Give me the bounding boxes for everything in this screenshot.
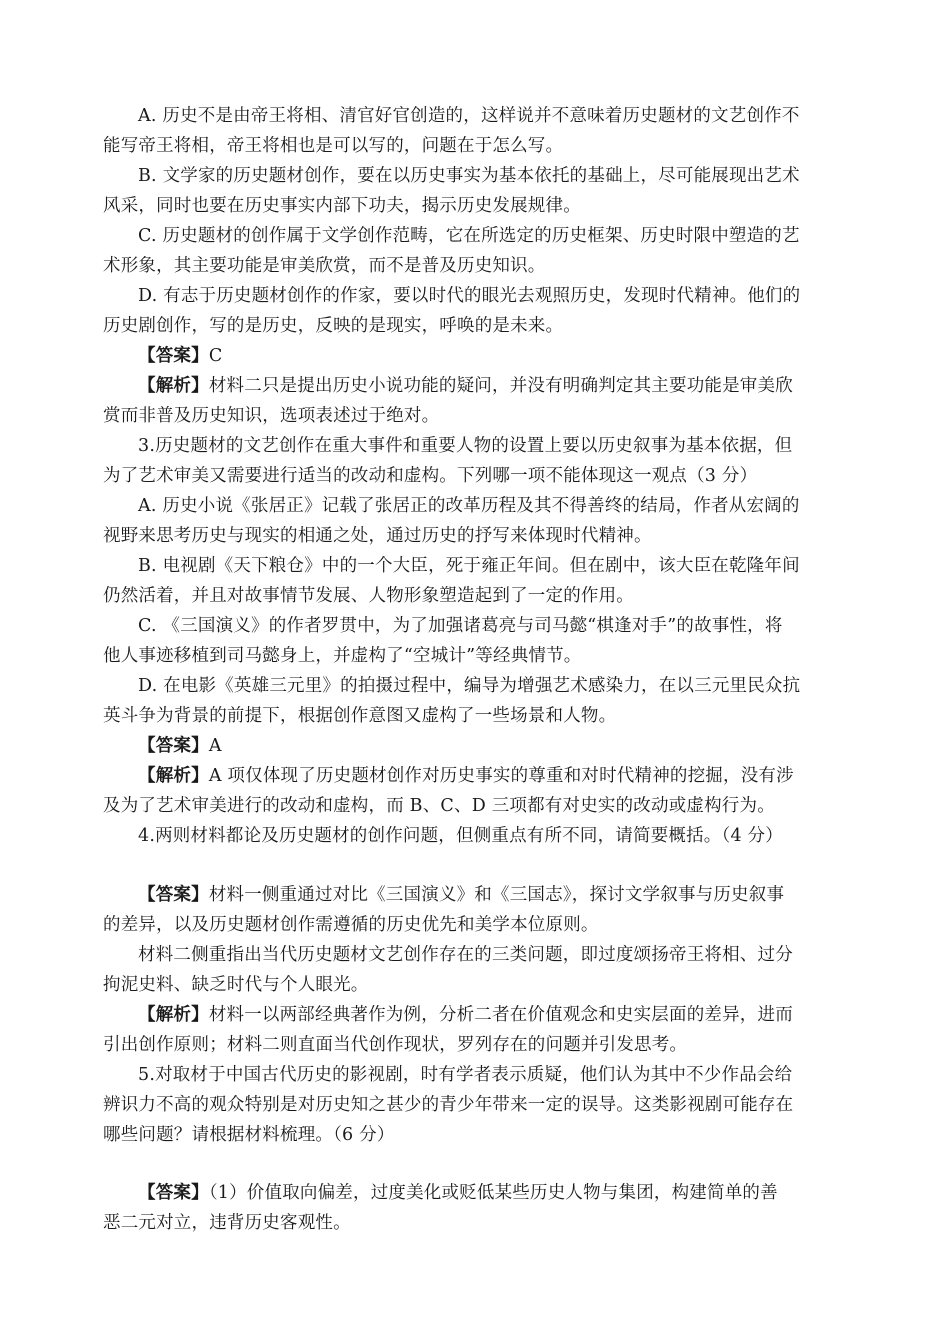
q4-analysis-line-1 [138, 1000, 848, 1030]
q3-option-c-line-2: 他人事迹移植到司马懿身上，并虚构了“空城计”等经典情节。 [103, 646, 582, 666]
q4-answer-line-4: 拘泥史料、缺乏时代与个人眼光。 [103, 975, 369, 995]
q4-analysis-line-2: 引出创作原则；材料二则直面当代创作现状，罗列存在的问题并引发思考。 [103, 1035, 688, 1055]
q2-analysis-text-1: 材料二只是提出历史小说功能的疑问，并没有明确判定其主要功能是审美欣 [208, 376, 793, 396]
q2-answer [138, 341, 848, 371]
q5-answer-text-1: （1）价值取向偏差，过度美化或贬低某些历史人物与集团，构建简单的善 [208, 1183, 778, 1203]
q3-analysis-line-2: 及为了艺术审美进行的改动和虚构，而 B、C、D 三项都有对史实的改动或虚构行为。 [103, 796, 775, 816]
q4-stem: 4.两则材料都论及历史题材的创作问题，但侧重点有所不同，请简要概括。（4 分） [138, 826, 783, 846]
q4-answer-line-3: 材料二侧重指出当代历史题材文艺创作存在的三类问题，即过度颂扬帝王将相、过分 [138, 945, 793, 965]
q4-answer-line-2: 的差异，以及历史题材创作需遵循的历史优先和美学本位原则。 [103, 915, 599, 935]
q3-option-a-line-2: 视野来思考历史与现实的相通之处，通过历史的抒写来体现时代精神。 [103, 526, 652, 546]
q3-option-c-line-1: C. 《三国演义》的作者罗贯中，为了加强诸葛亮与司马懿“棋逢对手”的故事性，将 [138, 616, 783, 636]
q2-option-c-line-1: C. 历史题材的创作属于文学创作范畴，它在所选定的历史框架、历史时限中塑造的艺 [138, 226, 800, 246]
answer-label: 【答案】 [138, 1183, 209, 1203]
q2-option-c-line-2: 术形象，其主要功能是审美欣赏，而不是普及历史知识。 [103, 256, 546, 276]
q3-option-d-line-2: 英斗争为背景的前提下，根据创作意图又虚构了一些场景和人物。 [103, 706, 617, 726]
analysis-label: 【解析】 [138, 766, 209, 786]
analysis-label: 【解析】 [138, 376, 209, 396]
q2-analysis-line-2: 赏而非普及历史知识，选项表述过于绝对。 [103, 406, 440, 426]
answer-label: 【答案】 [138, 346, 209, 366]
q5-stem-line-1: 5.对取材于中国古代历史的影视剧，时有学者表示质疑，他们认为其中不少作品会给 [138, 1065, 793, 1085]
q3-option-b-line-1: B. 电视剧《天下粮仓》中的一个大臣，死于雍正年间。但在剧中，该大臣在乾隆年间 [138, 556, 800, 576]
q2-answer-value: C [208, 346, 223, 366]
q2-option-a-line-1: A. 历史不是由帝王将相、清官好官创造的，这样说并不意味着历史题材的文艺创作不 [138, 106, 800, 126]
q3-option-b-line-2: 仍然活着，并且对故事情节发展、人物形象塑造起到了一定的作用。 [103, 586, 634, 606]
q4-answer-text-1: 材料一侧重通过对比《三国演义》和《三国志》，探讨文学叙事与历史叙事 [208, 885, 785, 905]
q2-option-b-line-2: 风采，同时也要在历史事实内部下功夫，揭示历史发展规律。 [103, 196, 581, 216]
q2-option-b-line-1: B. 文学家的历史题材创作，要在以历史事实为基本依托的基础上，尽可能展现出艺术 [138, 166, 800, 186]
q3-option-a-line-1: A. 历史小说《张居正》记载了张居正的改革历程及其不得善终的结局，作者从宏阔的 [138, 496, 800, 516]
q5-stem-line-3: 哪些问题？请根据材料梳理。（6 分） [103, 1125, 395, 1145]
analysis-label: 【解析】 [138, 1005, 209, 1025]
answer-label: 【答案】 [138, 885, 209, 905]
q3-stem-line-2: 为了艺术审美又需要进行适当的改动和虚构。下列哪一项不能体现这一观点（3 分） [103, 466, 758, 486]
q4-answer-line-1 [138, 880, 848, 910]
q3-stem-line-1: 3.历史题材的文艺创作在重大事件和重要人物的设置上要以历史叙事为基本依据，但 [138, 436, 793, 456]
q2-option-d-line-1: D. 有志于历史题材创作的作家，要以时代的眼光去观照历史，发现时代精神。他们的 [138, 286, 801, 306]
answer-label: 【答案】 [138, 736, 209, 756]
q2-option-a-line-2: 能写帝王将相，帝王将相也是可以写的，问题在于怎么写。 [103, 136, 564, 156]
q3-answer [138, 731, 848, 761]
q5-answer-line-1 [138, 1178, 848, 1208]
q3-answer-value: A [208, 736, 222, 756]
q2-option-d-line-2: 历史剧创作，写的是历史，反映的是现实，呼唤的是未来。 [103, 316, 564, 336]
q3-analysis-line-1 [138, 761, 848, 791]
q3-analysis-text-1: A 项仅体现了历史题材创作对历史事实的尊重和对时代精神的挖掘，没有涉 [208, 766, 794, 786]
q5-answer-line-2: 恶二元对立，违背历史客观性。 [103, 1213, 351, 1233]
q3-option-d-line-1: D. 在电影《英雄三元里》的拍摄过程中，编导为增强艺术感染力，在以三元里民众抗 [138, 676, 801, 696]
q2-analysis-line-1 [138, 371, 848, 401]
q4-analysis-text-1: 材料一以两部经典著作为例，分析二者在价值观念和史实层面的差异，进而 [208, 1005, 793, 1025]
q5-stem-line-2: 辨识力不高的观众特别是对历史知之甚少的青少年带来一定的误导。这类影视剧可能存在 [103, 1095, 794, 1115]
